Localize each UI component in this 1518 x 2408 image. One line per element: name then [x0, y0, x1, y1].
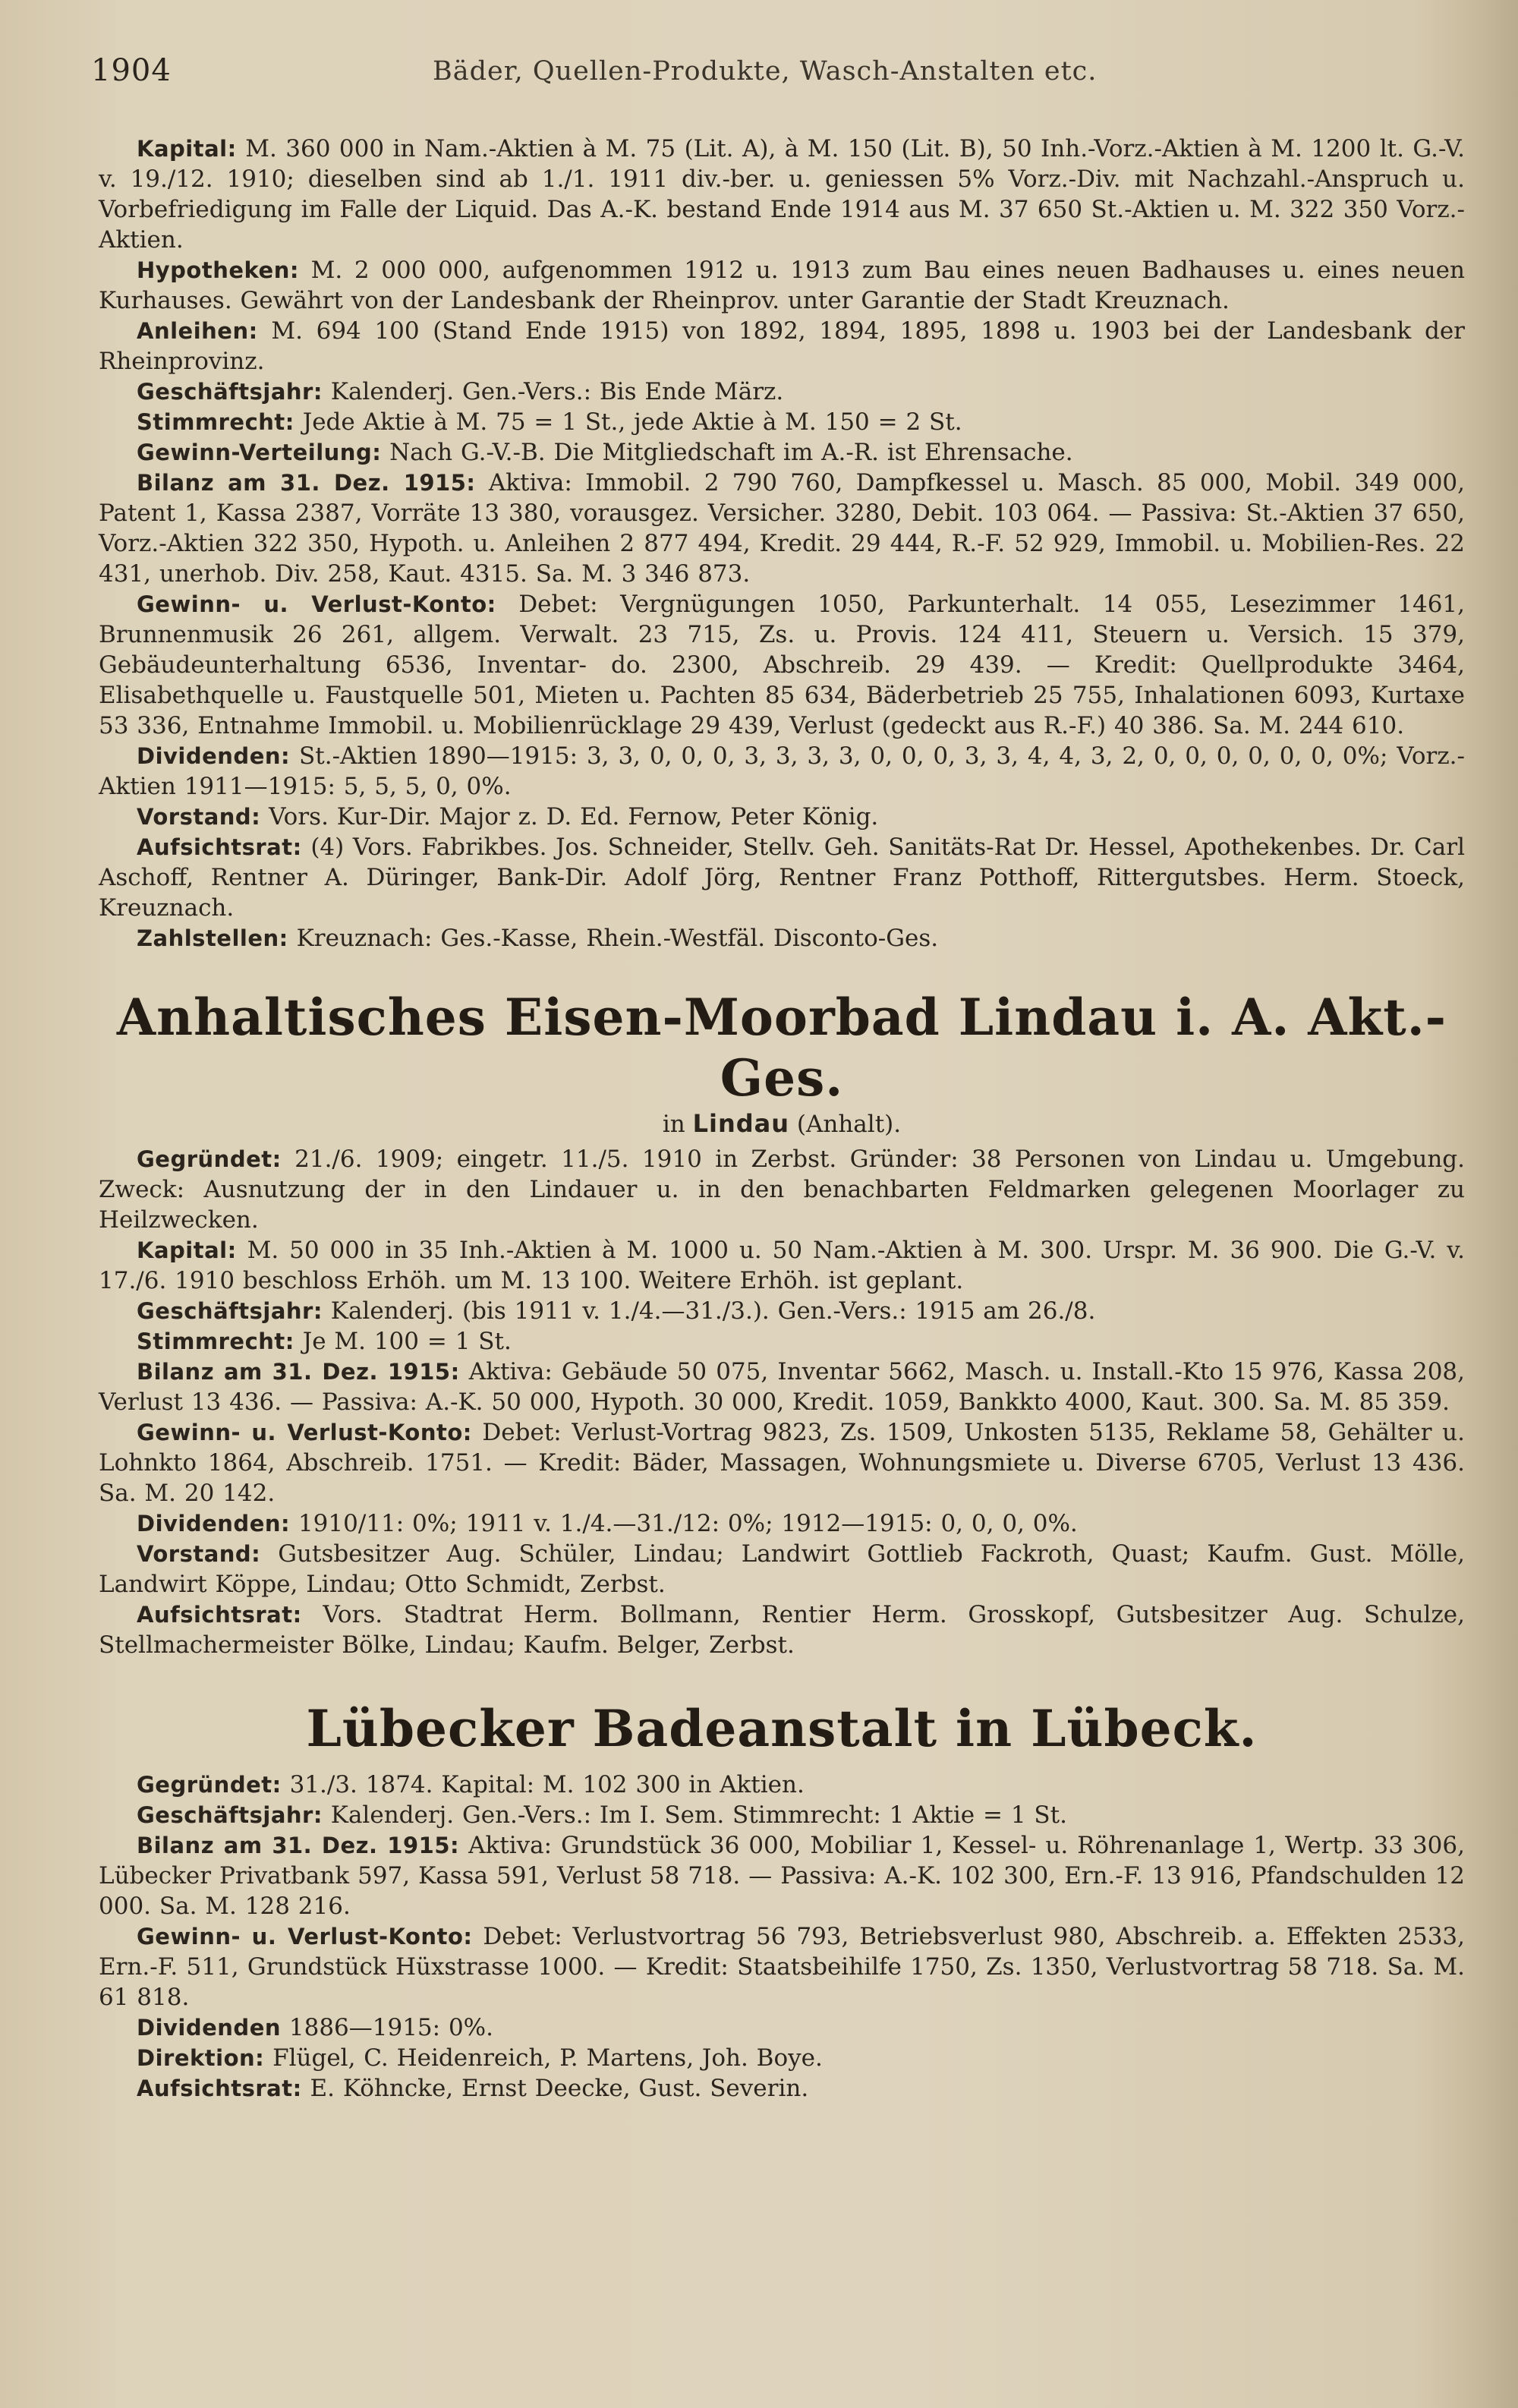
company-title-lindau: Anhaltisches Eisen-Moorbad Lindau i. A. Akt.-Ges. — [116, 988, 1447, 1108]
entry-kapital: Kapital: M. 50 000 in 35 Inh.-Aktien à M. 1000 u. 50 Nam.-Aktien à M. 300. Urspr. M. 36 900. Die G.-V. v. 17./6. 1910 beschloss Erhöh. um M. 13 100. Weitere Erhöh. ist geplant. — [99, 1237, 1465, 1294]
section-luebeck — [99, 1698, 1465, 2104]
entry-dividenden: Dividenden 1886—1915: 0%. — [137, 2014, 493, 2041]
entry-vorstand: Vorstand: Gutsbesitzer Aug. Schüler, Lindau; Landwirt Gottlieb Fackroth, Quast; Kaufm. Gust. Mölle, Landwirt Köppe, Lindau; Otto Schmidt, Zerbst. — [99, 1540, 1465, 1598]
section-lindau — [99, 987, 1465, 1660]
company-location-lindau: in Lindau (Anhalt). — [662, 1109, 902, 1138]
page-number: 1904 — [91, 53, 172, 88]
page-header — [91, 53, 1427, 99]
entry-gewinn-verlust: Gewinn- u. Verlust-Konto: Debet: Verlust-Vortrag 9823, Zs. 1509, Unkosten 5135, Reklame 58, Gehälter u. Lohnkto 1864, Abschreib. 1751. — Kredit: Bäder, Massagen, Wohnungsmiete u. Diverse 6705, Verlust 13 436. Sa. M. 20 142. — [99, 1419, 1465, 1507]
section-kreuznach-continued — [99, 134, 1465, 953]
entry-vorstand: Vorstand: Vors. Kur-Dir. Major z. D. Ed. Fernow, Peter König. — [137, 803, 879, 831]
entry-dividenden: Dividenden: 1910/11: 0%; 1911 v. 1./4.—31./12: 0%; 1912—1915: 0, 0, 0, 0%. — [137, 1510, 1078, 1537]
entry-anleihen: Anleihen: M. 694 100 (Stand Ende 1915) von 1892, 1894, 1895, 1898 u. 1903 bei der Landesbank der Rheinprovinz. — [99, 317, 1465, 375]
entry-gegruendet: Gegründet: 31./3. 1874. Kapital: M. 102 300 in Aktien. — [137, 1771, 805, 1798]
entry-gegruendet: Gegründet: 21./6. 1909; eingetr. 11./5. 1910 in Zerbst. Gründer: 38 Personen von Lindau u. Umgebung. Zweck: Ausnutzung der in den Lindauer u. in den benachbarten Feldmarken gelegenen Moorlager zu Heilzwecken. — [99, 1146, 1465, 1234]
running-title: Bäder, Quellen-Produkte, Wasch-Anstalten etc. — [433, 56, 1098, 87]
entry-zahlstellen: Zahlstellen: Kreuznach: Ges.-Kasse, Rhein.-Westfäl. Disconto-Ges. — [137, 925, 939, 952]
page-content — [99, 134, 1465, 2104]
entry-bilanz: Bilanz am 31. Dez. 1915: Aktiva: Immobil. 2 790 760, Dampfkessel u. Masch. 85 000, Mobil. 349 000, Patent 1, Kassa 2387, Vorräte 13 380, vorausgez. Versicher. 3280, Debit. 103 064. — Passiva: St.-Aktien 37 650, Vorz.-Aktien 322 350, Hypoth. u. Anleihen 2 877 494, Kredit. 29 444, R.-F. 52 929, Immobil. u. Mobilien-Res. 22 431, unerhob. Div. 258, Kaut. 4315. Sa. M. 3 346 873. — [99, 469, 1465, 588]
entry-geschaeftsjahr: Geschäftsjahr: Kalenderj. Gen.-Vers.: Bis Ende März. — [137, 378, 784, 405]
entry-gewinn-verteilung: Gewinn-Verteilung: Nach G.-V.-B. Die Mitgliedschaft im A.-R. ist Ehrensache. — [137, 439, 1073, 466]
entry-aufsichtsrat: Aufsichtsrat: (4) Vors. Fabrikbes. Jos. Schneider, Stellv. Geh. Sanitäts-Rat Dr. Hessel, Apothekenbes. Dr. Carl Aschoff, Rentner A. Düringer, Bank-Dir. Adolf Jörg, Rentner Franz Potthoff, Rittergutsbes. Herm. Stoeck, Kreuznach. — [99, 834, 1465, 922]
entry-aufsichtsrat: Aufsichtsrat: E. Köhncke, Ernst Deecke, Gust. Severin. — [137, 2075, 809, 2102]
entry-bilanz: Bilanz am 31. Dez. 1915: Aktiva: Grundstück 36 000, Mobiliar 1, Kessel- u. Röhrenanlage 1, Wertp. 33 306, Lübecker Privatbank 597, Kassa 591, Verlust 58 718. — Passiva: A.-K. 102 300, Ern.-F. 13 916, Pfandschulden 12 000. Sa. M. 128 216. — [99, 1832, 1465, 1920]
entry-geschaeftsjahr: Geschäftsjahr: Kalenderj. (bis 1911 v. 1./4.—31./3.). Gen.-Vers.: 1915 am 26./8. — [137, 1297, 1096, 1325]
entry-stimmrecht: Stimmrecht: Je M. 100 = 1 St. — [137, 1328, 512, 1355]
entry-geschaeftsjahr: Geschäftsjahr: Kalenderj. Gen.-Vers.: Im I. Sem. Stimmrecht: 1 Aktie = 1 St. — [137, 1801, 1067, 1829]
entry-gewinn-verlust: Gewinn- u. Verlust-Konto: Debet: Verlustvortrag 56 793, Betriebsverlust 980, Abschreib. a. Effekten 2533, Ern.-F. 511, Grundstück Hüxstrasse 1000. — Kredit: Staatsbeihilfe 1750, Zs. 1350, Verlustvortrag 58 718. Sa. M. 61 818. — [99, 1923, 1465, 2011]
entry-aufsichtsrat: Aufsichtsrat: Vors. Stadtrat Herm. Bollmann, Rentier Herm. Grosskopf, Gutsbesitzer Aug. Schulze, Stellmachermeister Bölke, Lindau; Kaufm. Belger, Zerbst. — [99, 1601, 1465, 1659]
entry-hypotheken: Hypotheken: M. 2 000 000, aufgenommen 1912 u. 1913 zum Bau eines neuen Badhauses u. eines neuen Kurhauses. Gewährt von der Landesbank der Rheinprov. unter Garantie der Stadt Kreuznach. — [99, 257, 1465, 314]
entry-stimmrecht: Stimmrecht: Jede Aktie à M. 75 = 1 St., jede Aktie à M. 150 = 2 St. — [137, 408, 962, 436]
entry-direktion: Direktion: Flügel, C. Heidenreich, P. Martens, Joh. Boye. — [137, 2044, 823, 2072]
entry-gewinn-verlust: Gewinn- u. Verlust-Konto: Debet: Vergnügungen 1050, Parkunterhalt. 14 055, Lesezimmer 1461, Brunnenmusik 26 261, allgem. Verwalt. 23 715, Zs. u. Provis. 124 411, Steuern u. Versich. 15 379, Gebäudeunterhaltung 6536, Inventar- do. 2300, Abschreib. 29 439. — Kredit: Quellprodukte 3464, Elisabethquelle u. Faustquelle 501, Mieten u. Pachten 85 634, Bäderbetrieb 25 755, Inhalationen 6093, Kurtaxe 53 336, Entnahme Immobil. u. Mobilienrücklage 29 439, Verlust (gedeckt aus R.-F.) 40 386. Sa. M. 244 610. — [99, 591, 1465, 739]
entry-kapital: Kapital: M. 360 000 in Nam.-Aktien à M. 75 (Lit. A), à M. 150 (Lit. B), 50 Inh.-Vorz.-Aktien à M. 1200 lt. G.-V. v. 19./12. 1910; dieselben sind ab 1./1. 1911 div.-ber. u. geniessen 5% Vorz.-Div. mit Nachzahl.-Anspruch u. Vorbefriedigung im Falle der Liquid. Das A.-K. bestand Ende 1914 aus M. 37 650 St.-Aktien u. M. 322 350 Vorz.-Aktien. — [99, 135, 1465, 254]
entry-bilanz: Bilanz am 31. Dez. 1915: Aktiva: Gebäude 50 075, Inventar 5662, Masch. u. Install.-Kto 15 976, Kassa 208, Verlust 13 436. — Passiva: A.-K. 50 000, Hypoth. 30 000, Kredit. 1059, Bankkto 4000, Kaut. 300. Sa. M. 85 359. — [99, 1358, 1465, 1416]
company-title-luebeck: Lübecker Badeanstalt in Lübeck. — [306, 1699, 1258, 1758]
entry-dividenden: Dividenden: St.-Aktien 1890—1915: 3, 3, 0, 0, 0, 3, 3, 3, 3, 0, 0, 0, 3, 3, 4, 4, 3, 2, 0, 0, 0, 0, 0, 0, 0%; Vorz.-Aktien 1911—1915: 5, 5, 5, 0, 0%. — [99, 742, 1465, 800]
